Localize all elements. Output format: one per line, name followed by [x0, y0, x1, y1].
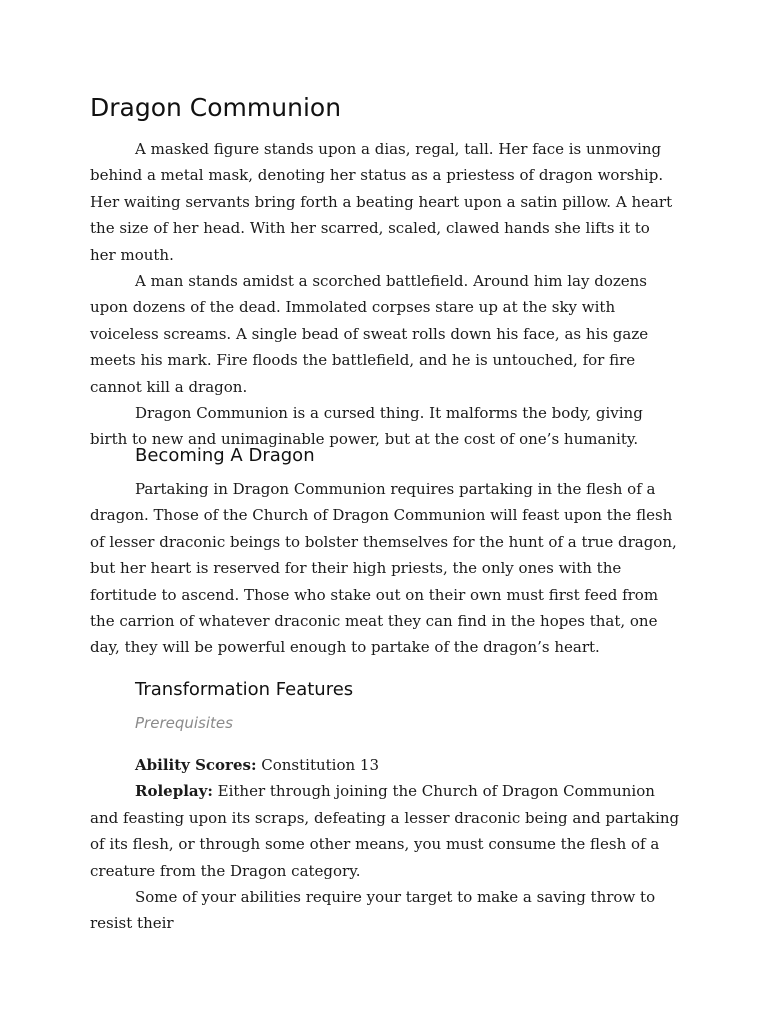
- saving-throw-paragraph: Some of your abilities require your target to make a saving throw to resist their: [90, 888, 656, 933]
- ability-scores-line: [90, 752, 680, 778]
- prerequisites-section: [90, 752, 680, 937]
- page-title: Dragon Communion: [90, 93, 342, 122]
- prerequisites-subheading: Prerequisites: [135, 714, 233, 732]
- roleplay-paragraph: [90, 778, 680, 884]
- becoming-paragraph: Partaking in Dragon Communion requires partaking in the flesh of a dragon. Those of the Church of Dragon Communion will feast upon the flesh of lesser draconic beings to bolster themselves for the hunt of a true dragon, but her heart is reserved for their high priests, the only ones with the fortitude to ascend. Those who stake out on their own must first feed from the carrion of whatever draconic meat they can find in the hopes that, one day, they will be powerful enough to partake of the dragon’s heart.: [90, 480, 677, 657]
- roleplay-value: Either through joining the Church of Dragon Communion and feasting upon its scraps, defeating a lesser draconic being and partaking of its flesh, or through some other means, you must consume the flesh of a creature from the Dragon category.: [90, 782, 680, 880]
- roleplay-label: Roleplay:: [135, 782, 213, 801]
- intro-section: [90, 136, 680, 453]
- transformation-features-heading: Transformation Features: [135, 679, 354, 700]
- ability-scores-value: Constitution 13: [256, 756, 380, 774]
- becoming-a-dragon-heading: Becoming A Dragon: [135, 445, 315, 466]
- becoming-section: [90, 476, 680, 661]
- intro-paragraph-1: A masked figure stands upon a dias, regal, tall. Her face is unmoving behind a metal mask, denoting her status as a priestess of dragon worship. Her waiting servants bring forth a beating heart upon a satin pillow. A heart the size of her head. With her scarred, scaled, clawed hands she lifts it to her mouth.: [90, 140, 673, 264]
- intro-paragraph-3: Dragon Communion is a cursed thing. It malforms the body, giving birth to new and unimaginable power, but at the cost of one’s humanity.: [90, 404, 643, 449]
- ability-scores-label: Ability Scores:: [135, 756, 257, 774]
- intro-paragraph-2: A man stands amidst a scorched battlefield. Around him lay dozens upon dozens of the dead. Immolated corpses stare up at the sky with voiceless screams. A single bead of sweat rolls down his face, as his gaze meets his mark. Fire floods the battlefield, and he is untouched, for fire cannot kill a dragon.: [90, 272, 649, 396]
